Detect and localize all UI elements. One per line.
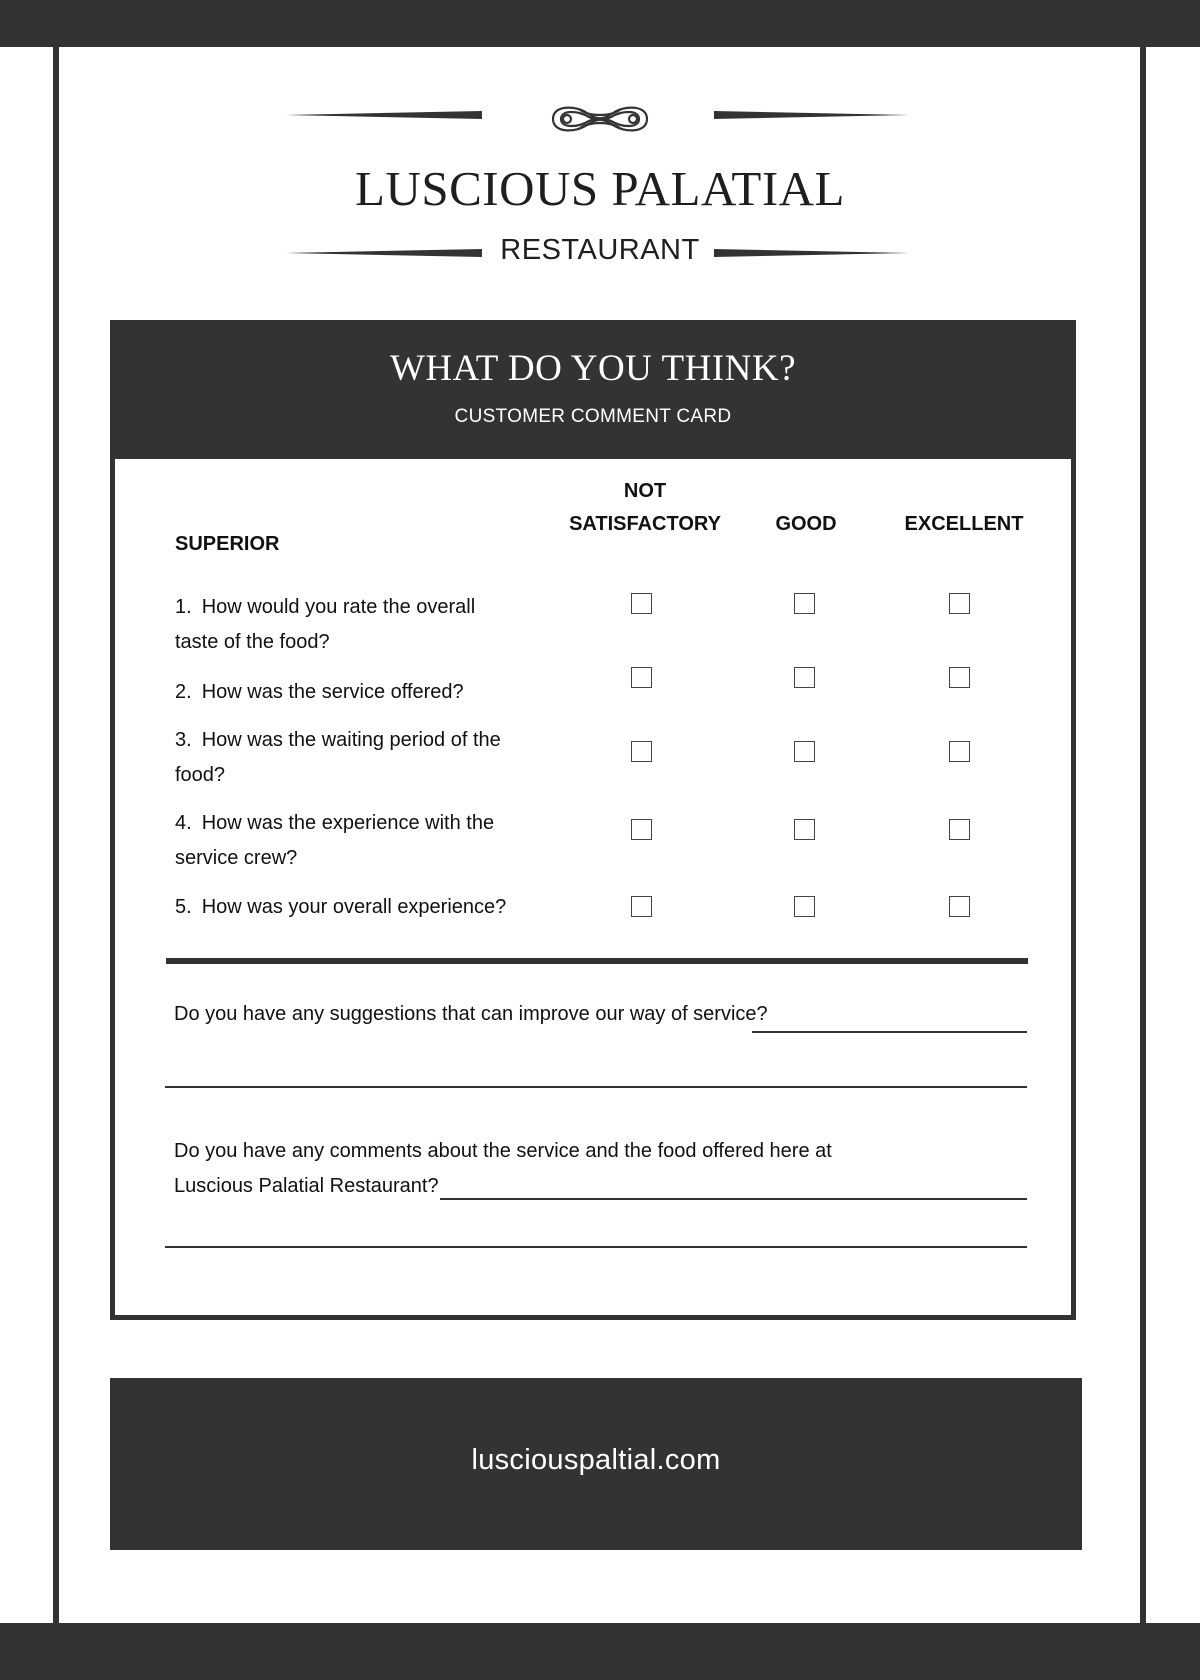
- q2-excellent-checkbox[interactable]: [949, 667, 970, 688]
- suggestions-prompt: Do you have any suggestions that can improve our way of service?: [174, 1003, 768, 1025]
- column-header-excellent: EXCELLENT: [904, 513, 1024, 535]
- card-subtitle: CUSTOMER COMMENT CARD: [454, 406, 732, 427]
- q4-not-satisfactory-checkbox[interactable]: [631, 819, 652, 840]
- question-4-number: 4.: [175, 812, 192, 834]
- question-5: [175, 890, 535, 925]
- footer-banner: [110, 1378, 1082, 1550]
- q3-good-checkbox[interactable]: [794, 741, 815, 762]
- q5-excellent-checkbox[interactable]: [949, 896, 970, 917]
- section-label: SUPERIOR: [175, 533, 280, 555]
- suggestions-answer-line-1[interactable]: [752, 1031, 1027, 1033]
- question-3-number: 3.: [175, 729, 192, 751]
- comments-answer-line-2[interactable]: [165, 1246, 1027, 1248]
- frame-left-line: [53, 47, 59, 1623]
- card-title: WHAT DO YOU THINK?: [389, 348, 796, 389]
- question-1-text: How would you rate the overall taste of the food?: [175, 596, 476, 653]
- question-5-number: 5.: [175, 896, 192, 918]
- q2-good-checkbox[interactable]: [794, 667, 815, 688]
- brand-subtitle: RESTAURANT: [500, 234, 700, 266]
- q3-excellent-checkbox[interactable]: [949, 741, 970, 762]
- q3-not-satisfactory-checkbox[interactable]: [631, 741, 652, 762]
- q4-good-checkbox[interactable]: [794, 819, 815, 840]
- flourish-ornament-icon: [545, 99, 655, 139]
- question-1: [175, 590, 515, 660]
- comments-prompt-line1: Do you have any comments about the service and the food offered here at: [174, 1140, 832, 1162]
- card-header: [115, 325, 1071, 459]
- q4-excellent-checkbox[interactable]: [949, 819, 970, 840]
- question-3: [175, 723, 515, 793]
- header-rule-top-right: [714, 111, 910, 119]
- q1-not-satisfactory-checkbox[interactable]: [631, 593, 652, 614]
- bottom-bar: [0, 1623, 1200, 1680]
- question-1-number: 1.: [175, 596, 192, 618]
- q1-excellent-checkbox[interactable]: [949, 593, 970, 614]
- question-5-text: How was your overall experience?: [201, 896, 507, 918]
- comments-prompt-line2: Luscious Palatial Restaurant?: [174, 1175, 439, 1197]
- column-header-not-satisfactory-line2: SATISFACTORY: [569, 513, 721, 535]
- header-rule-bottom-right: [714, 249, 910, 257]
- header-rule-top-left: [286, 111, 482, 119]
- q5-not-satisfactory-checkbox[interactable]: [631, 896, 652, 917]
- column-header-good: GOOD: [775, 513, 837, 535]
- question-2: [175, 675, 515, 710]
- column-header-not-satisfactory-line1: NOT: [623, 480, 667, 502]
- column-header-not-satisfactory: [545, 475, 745, 541]
- q5-good-checkbox[interactable]: [794, 896, 815, 917]
- suggestions-answer-line-2[interactable]: [165, 1086, 1027, 1088]
- section-divider: [166, 958, 1028, 964]
- brand-name: LUSCIOUS PALATIAL: [355, 161, 845, 216]
- question-2-number: 2.: [175, 681, 192, 703]
- q2-not-satisfactory-checkbox[interactable]: [631, 667, 652, 688]
- question-4: [175, 806, 515, 876]
- question-3-text: How was the waiting period of the food?: [175, 729, 501, 786]
- q1-good-checkbox[interactable]: [794, 593, 815, 614]
- frame-right-line: [1140, 47, 1146, 1623]
- top-bar: [0, 0, 1200, 47]
- question-2-text: How was the service offered?: [201, 681, 464, 703]
- website-link[interactable]: lusciouspaltial.com: [471, 1444, 721, 1476]
- comments-answer-line-1[interactable]: [440, 1198, 1027, 1200]
- question-4-text: How was the experience with the service crew?: [175, 812, 495, 869]
